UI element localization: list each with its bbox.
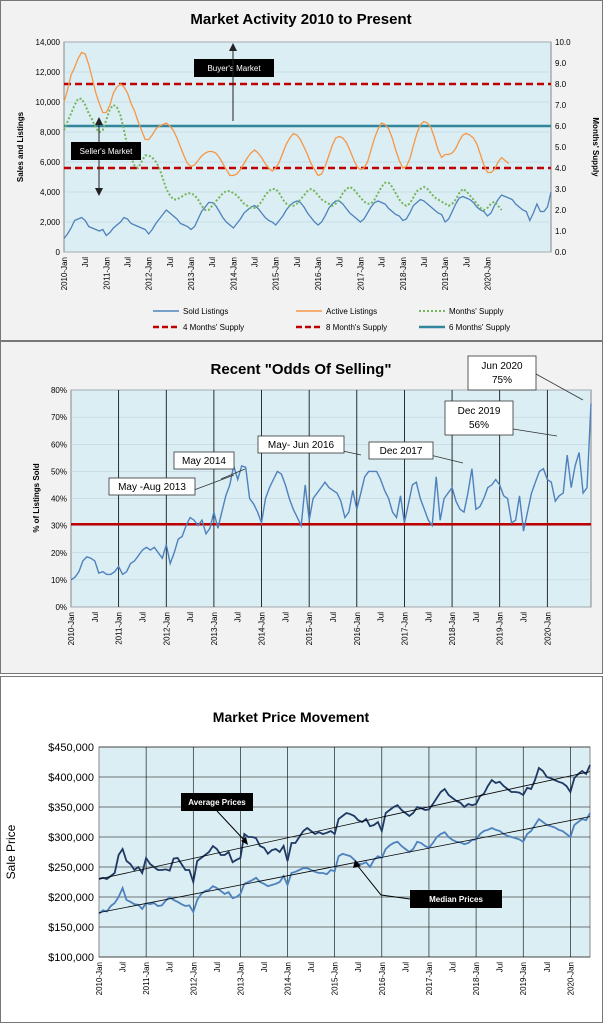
x-tick-label: Jul [448, 962, 458, 973]
x-tick-label: 2018-Jan [398, 257, 408, 291]
x-tick-label: 2011-Jan [142, 962, 152, 995]
x-tick-label: Jul [424, 612, 434, 623]
y2-axis-label: Months' Supply [591, 117, 600, 177]
x-tick-label: Jul [462, 257, 472, 268]
legend-entry: 8 Month's Supply [326, 323, 388, 332]
legend-entry: Active Listings [326, 307, 378, 316]
x-tick-label: 2018-Jan [448, 612, 458, 646]
x-tick-label: Jul [90, 612, 100, 623]
y-tick-label: 8,000 [39, 128, 60, 137]
x-tick-label: 2015-Jan [271, 257, 281, 291]
x-tick-label: 2013-Jan [187, 257, 197, 291]
median-prices-label: Median Prices [429, 895, 483, 904]
market-activity-panel [0, 0, 603, 341]
x-tick-label: 2011-Jan [114, 612, 124, 645]
x-tick-label: 2015-Jan [305, 612, 315, 646]
x-tick-label: 2016-Jan [377, 962, 387, 996]
y-tick-label: $300,000 [48, 832, 94, 844]
x-tick-label: Jul [259, 962, 269, 973]
y-axis-label: Sales and Listings [16, 111, 25, 183]
y-tick-label: 50% [50, 467, 67, 477]
y-tick-label: $100,000 [48, 952, 94, 964]
callout-label: May -Aug 2013 [118, 482, 186, 493]
sellers-market-label: Seller's Market [79, 147, 133, 156]
y2-tick-label: 10.0 [555, 38, 571, 47]
x-tick-label: Jul [376, 612, 386, 623]
average-prices-label: Average Prices [188, 798, 246, 807]
x-tick-label: 2019-Jan [441, 257, 451, 291]
odds-of-selling-panel [0, 341, 603, 674]
x-tick-label: Jul [307, 962, 317, 973]
x-tick-label: 2020-Jan [483, 257, 493, 291]
y-tick-label: $250,000 [48, 862, 94, 874]
callout-label: Dec 2019 [457, 406, 501, 417]
x-tick-label: Jul [542, 962, 552, 973]
x-tick-label: Jul [419, 257, 429, 268]
y-tick-label: 30% [50, 521, 67, 531]
x-tick-label: 2017-Jan [356, 257, 366, 291]
x-tick-label: Jul [165, 257, 175, 268]
x-tick-label: Jul [281, 612, 291, 623]
x-tick-label: 2011-Jan [102, 257, 112, 290]
y-axis-label: Sale Price [4, 824, 18, 880]
y-tick-label: 0 [55, 248, 60, 257]
legend-entry: 4 Months' Supply [183, 323, 245, 332]
callout-label: Jun 2020 [481, 361, 523, 372]
y-tick-label: $400,000 [48, 772, 94, 784]
y-tick-label: $450,000 [48, 742, 94, 754]
y2-tick-label: 3.0 [555, 185, 567, 194]
market-price-panel [0, 676, 603, 1023]
y-tick-label: 40% [50, 494, 67, 504]
y-tick-label: 60% [50, 440, 67, 450]
x-tick-label: Jul [118, 962, 128, 973]
y-tick-label: 14,000 [35, 38, 60, 47]
y-tick-label: 0% [55, 603, 67, 612]
x-tick-label: 2015-Jan [330, 962, 340, 996]
buyers-market-label: Buyer's Market [207, 64, 261, 73]
chart-title: Market Price Movement [212, 709, 370, 725]
y-tick-label: $350,000 [48, 802, 94, 814]
x-tick-label: Jul [519, 612, 529, 623]
y-axis-label: % of Listings Sold [32, 463, 41, 533]
x-tick-label: 2010-Jan [60, 257, 69, 291]
y-tick-label: 4,000 [39, 188, 60, 197]
y2-tick-label: 8.0 [555, 80, 567, 89]
callout-label: May 2014 [182, 456, 226, 467]
y2-tick-label: 1.0 [555, 227, 567, 236]
x-tick-label: 2014-Jan [229, 257, 239, 291]
x-tick-label: Jul [138, 612, 148, 623]
x-tick-label: Jul [250, 257, 260, 268]
x-tick-label: Jul [328, 612, 338, 623]
y2-tick-label: 7.0 [555, 101, 567, 110]
x-tick-label: Jul [233, 612, 243, 623]
y-tick-label: 70% [50, 413, 67, 423]
x-tick-label: Jul [292, 257, 302, 268]
x-tick-label: Jul [495, 962, 505, 973]
x-tick-label: 2013-Jan [236, 962, 246, 996]
y2-tick-label: 4.0 [555, 164, 567, 173]
y2-tick-label: 6.0 [555, 122, 567, 131]
x-tick-label: 2017-Jan [424, 962, 434, 996]
x-tick-label: 2018-Jan [472, 962, 482, 996]
legend-entry: Months' Supply [449, 307, 504, 316]
market-activity-chart [1, 1, 602, 340]
x-tick-label: 2019-Jan [519, 962, 529, 996]
y-tick-label: $150,000 [48, 922, 94, 934]
y-tick-label: $200,000 [48, 892, 94, 904]
y2-tick-label: 2.0 [555, 206, 567, 215]
odds-of-selling-chart [1, 342, 602, 673]
x-tick-label: Jul [208, 257, 218, 268]
x-tick-label: 2016-Jan [314, 257, 324, 291]
y-tick-label: 12,000 [35, 68, 60, 77]
x-tick-label: 2019-Jan [495, 612, 505, 646]
x-tick-label: 2017-Jan [400, 612, 410, 646]
callout-label: May- Jun 2016 [267, 440, 335, 451]
x-tick-label: 2013-Jan [209, 612, 219, 646]
callout-value: 56% [468, 420, 490, 431]
x-tick-label: 2012-Jan [162, 612, 172, 646]
x-tick-label: 2020-Jan [543, 612, 553, 646]
x-tick-label: Jul [81, 257, 91, 268]
x-tick-label: 2010-Jan [67, 612, 76, 646]
y-tick-label: 20% [50, 548, 67, 558]
x-tick-label: Jul [377, 257, 387, 268]
callout-label: Dec 2017 [379, 446, 423, 457]
x-tick-label: Jul [212, 962, 222, 973]
chart-title: Market Activity 2010 to Present [190, 11, 412, 28]
x-tick-label: 2012-Jan [144, 257, 154, 291]
legend-entry: 6 Months' Supply [449, 323, 511, 332]
y-tick-label: 6,000 [39, 158, 60, 167]
y-tick-label: 10,000 [35, 98, 60, 107]
legend-entry: Sold Listings [183, 307, 229, 316]
x-tick-label: 2010-Jan [95, 962, 104, 996]
y-tick-label: 80% [50, 386, 67, 395]
x-tick-label: 2014-Jan [257, 612, 267, 646]
x-tick-label: Jul [471, 612, 481, 623]
x-tick-label: Jul [354, 962, 364, 973]
y2-tick-label: 0.0 [555, 248, 567, 257]
y2-tick-label: 5.0 [555, 143, 567, 152]
callout-value: 75% [491, 375, 513, 386]
y2-tick-label: 9.0 [555, 59, 567, 68]
x-tick-label: Jul [186, 612, 196, 623]
plot-area [99, 747, 590, 957]
x-tick-label: Jul [123, 257, 133, 268]
x-tick-label: Jul [335, 257, 345, 268]
y-tick-label: 10% [50, 575, 67, 585]
y-tick-label: 2,000 [39, 218, 60, 227]
x-tick-label: 2014-Jan [283, 962, 293, 996]
chart-title: Recent "Odds Of Selling" [210, 361, 392, 378]
market-price-chart [1, 677, 602, 1022]
x-tick-label: 2016-Jan [352, 612, 362, 646]
x-tick-label: Jul [401, 962, 411, 973]
x-tick-label: Jul [165, 962, 175, 973]
x-tick-label: 2020-Jan [566, 962, 576, 996]
x-tick-label: 2012-Jan [189, 962, 199, 996]
